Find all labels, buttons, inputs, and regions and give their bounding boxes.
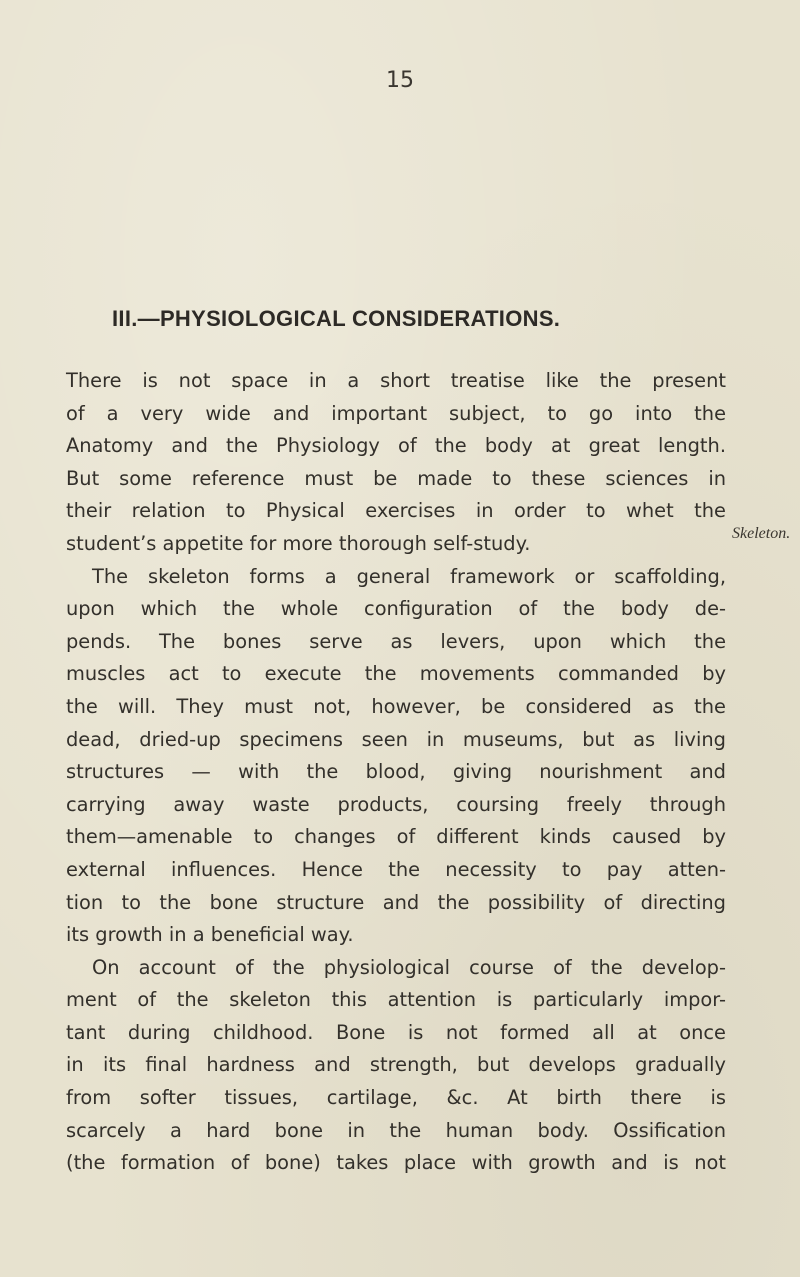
text-line: carrying away waste products, coursing freely through xyxy=(66,792,726,816)
text-line: tion to the bone structure and the possibility of directing xyxy=(66,890,726,914)
page-number: 15 xyxy=(386,68,414,93)
text-line: upon which the whole configuration of the body de- xyxy=(66,597,726,621)
section-heading: III.—PHYSIOLOGICAL CONSIDERATIONS. xyxy=(112,306,561,331)
text-line: ment of the skeleton this attention is particularly impor- xyxy=(66,988,726,1012)
text-line: On account of the physiological course of the develop- xyxy=(92,955,726,979)
text-line: structures — with the blood, giving nourishment and xyxy=(66,760,726,784)
text-line: But some reference must be made to these sciences in xyxy=(66,466,726,490)
text-line: pends. The bones serve as levers, upon which the xyxy=(66,629,726,653)
body-text xyxy=(66,365,726,1180)
text-line: tant during childhood. Bone is not formed all at once xyxy=(66,1020,726,1044)
text-line: external influences. Hence the necessity to pay atten- xyxy=(66,857,726,881)
text-line: There is not space in a short treatise like the present xyxy=(66,369,726,392)
text-line: student’s appetite for more thorough self-study. xyxy=(66,531,531,555)
text-line: muscles act to execute the movements commanded by xyxy=(66,662,726,686)
text-line: the will. They must not, however, be considered as the xyxy=(66,694,726,718)
text-line: in its final hardness and strength, but develops gradually xyxy=(66,1053,726,1077)
text-line: The skeleton forms a general framework or scaffolding, xyxy=(92,564,726,588)
text-line: of a very wide and important subject, to go into the xyxy=(66,401,726,425)
text-line: (the formation of bone) takes place with growth and is not xyxy=(66,1151,726,1175)
margin-note: Skeleton. xyxy=(732,525,791,542)
text-line: Anatomy and the Physiology of the body at great length. xyxy=(66,434,726,458)
text-line: them—amenable to changes of different kinds caused by xyxy=(66,825,726,849)
text-line: their relation to Physical exercises in order to whet the xyxy=(66,499,726,523)
text-line: its growth in a beneficial way. xyxy=(66,923,354,947)
text-line: scarcely a hard bone in the human body. Ossification xyxy=(66,1118,726,1142)
text-line: dead, dried-up specimens seen in museums, but as living xyxy=(66,727,726,751)
text-line: from softer tissues, cartilage, &c. At birth there is xyxy=(66,1086,726,1110)
